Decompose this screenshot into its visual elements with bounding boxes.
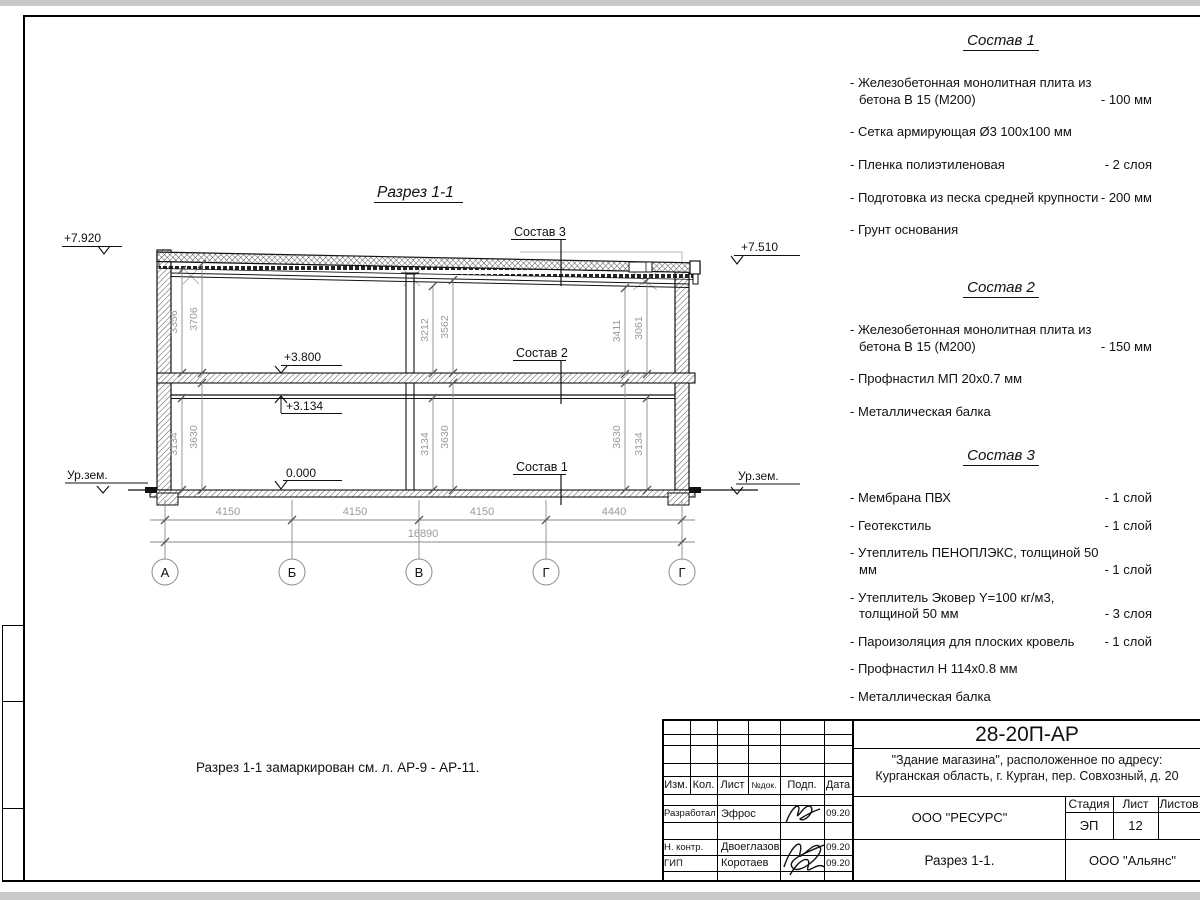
svg-text:Г: Г <box>542 565 550 580</box>
svg-text:3061: 3061 <box>633 316 645 340</box>
composition-item-name: - Пароизоляция для плоских кровель <box>850 633 1075 649</box>
svg-text:3411: 3411 <box>611 319 623 343</box>
name-developer: Эфрос <box>721 807 756 820</box>
drawing-title <box>374 184 463 203</box>
project-address-line1: "Здание магазина", расположенное по адресу: <box>891 753 1163 767</box>
elevation-zero: 0.000 <box>286 466 317 480</box>
bottom-dims <box>150 500 695 585</box>
floor-slab <box>157 373 695 399</box>
svg-text:16890: 16890 <box>407 528 439 540</box>
elevation-roof-right: +7.510 <box>741 240 779 254</box>
project-address-line2: Курганская область, г. Курган, пер. Совхозный, д. 20 <box>875 769 1179 783</box>
name-gip: Коротаев <box>721 857 769 869</box>
ground-level-left: Ур.зем. <box>67 468 108 482</box>
stage-label: Стадия <box>1068 797 1110 811</box>
composition-item-value: - 1 слой <box>1104 490 1152 505</box>
elevation-floor2: +3.800 <box>284 350 322 364</box>
svg-text:3706: 3706 <box>188 307 200 331</box>
composition-item-value: - 100 мм <box>1100 91 1152 107</box>
titleblock-drawing-name: Разрез 1-1. <box>924 853 995 868</box>
svg-text:3134: 3134 <box>419 432 431 456</box>
svg-text:3562: 3562 <box>439 315 451 339</box>
composition-item-value: - 1 слой <box>1104 517 1152 533</box>
roof <box>157 252 700 288</box>
composition-item-value: - 2 слоя <box>1104 156 1152 172</box>
sostav3-label: Состав 3 <box>514 225 566 239</box>
composition-item-name: - Железобетонная монолитная плита из бетона В 15 (М200) <box>850 75 1092 107</box>
svg-text:3630: 3630 <box>611 425 623 449</box>
composition-1-title: Состав 1 <box>963 32 1039 51</box>
date-developer: 09.20 <box>826 808 850 819</box>
sheet-label: Лист <box>1122 797 1149 811</box>
svg-text:4150: 4150 <box>215 506 241 518</box>
composition-item-name: - Профнастил Н 114х0.8 мм <box>850 661 1018 677</box>
sostav2-label: Состав 2 <box>516 346 568 360</box>
svg-text:4150: 4150 <box>342 506 368 518</box>
composition-item-name: - Железобетонная монолитная плита из бетона В 15 (М200) <box>850 322 1092 354</box>
ground-level-right: Ур.зем. <box>738 469 779 483</box>
axis-labels <box>161 565 686 580</box>
signature-strokes <box>780 797 830 882</box>
composition-item <box>850 590 1152 623</box>
composition-item-name: - Мембрана ПВХ <box>850 490 951 505</box>
svg-text:3356: 3356 <box>168 310 180 334</box>
org-developer: ООО "РЕСУРС" <box>911 810 1008 825</box>
name-ncontrol: Двоеглазов <box>721 841 780 853</box>
svg-text:3212: 3212 <box>419 318 431 342</box>
axis-circles <box>152 559 695 585</box>
composition-1 <box>850 32 1152 255</box>
role-gip: ГИП <box>664 857 683 869</box>
composition-item <box>850 322 1152 355</box>
role-ncontrol: Н. контр. <box>664 841 704 853</box>
composition-item-name: - Геотекстиль <box>850 517 932 533</box>
elevation-beam: +3.134 <box>286 399 324 413</box>
composition-3 <box>850 447 1152 717</box>
sheet-number: 12 <box>1128 818 1143 833</box>
svg-text:3630: 3630 <box>188 425 200 449</box>
composition-item-name: - Металлическая балка <box>850 403 991 419</box>
composition-item-name: - Утеплитель ПЕНОПЛЭКС, толщиной 50 мм <box>850 545 1099 577</box>
svg-text:В: В <box>414 565 424 580</box>
document-code: 28-20П-АР <box>975 722 1079 746</box>
svg-text:3630: 3630 <box>439 425 451 449</box>
composition-item <box>850 661 1152 678</box>
composition-item-name: - Сетка армирующая Ø3 100х100 мм <box>850 124 1072 140</box>
composition-item <box>850 634 1152 651</box>
composition-2-title: Состав 2 <box>963 279 1039 298</box>
col-izm: Изм. <box>664 779 688 791</box>
svg-text:4150: 4150 <box>469 506 495 518</box>
composition-item <box>850 124 1152 141</box>
composition-item <box>850 371 1152 388</box>
ground-slab <box>128 487 758 505</box>
composition-item <box>850 518 1152 535</box>
composition-item <box>850 75 1152 108</box>
drawing-note: Разрез 1-1 замаркирован см. л. АР-9 - АР-11. <box>196 760 480 775</box>
col-data: Дата <box>825 779 851 791</box>
composition-2 <box>850 279 1152 437</box>
composition-item-name: - Металлическая балка <box>850 689 991 704</box>
composition-item <box>850 222 1152 239</box>
composition-item-value: - 1 слой <box>1104 633 1152 649</box>
date-ncontrol: 09.20 <box>826 841 850 853</box>
composition-item <box>850 190 1152 207</box>
svg-text:3134: 3134 <box>168 432 180 456</box>
title-block <box>660 719 1200 882</box>
role-developer: Разработал <box>664 808 716 819</box>
composition-item <box>850 545 1152 578</box>
svg-text:4440: 4440 <box>601 506 627 518</box>
composition-item <box>850 404 1152 421</box>
col-kol: Кол. <box>692 779 715 791</box>
composition-item-name: - Пленка полиэтиленовая <box>850 156 1005 172</box>
stage-value: ЭП <box>1079 818 1099 833</box>
composition-item <box>850 157 1152 174</box>
composition-item-name: - Грунт основания <box>850 222 959 238</box>
org-contractor: ООО "Альянс" <box>1089 853 1176 868</box>
svg-text:Г: Г <box>678 565 686 580</box>
composition-item-value: - 150 мм <box>1100 338 1152 354</box>
sostav1-label: Состав 1 <box>516 460 568 474</box>
composition-item <box>850 490 1152 507</box>
elevation-roof-left: +7.920 <box>64 231 102 245</box>
col-podp: Подп. <box>787 779 817 791</box>
composition-item-name: - Утеплитель Эковер Y=100 кг/м3, толщиной 50 мм <box>850 589 1055 622</box>
col-ndok: №док. <box>751 780 777 790</box>
col-list: Лист <box>720 779 745 791</box>
composition-3-title: Состав 3 <box>963 447 1039 466</box>
date-gip: 09.20 <box>826 857 850 869</box>
composition-item-value: - 200 мм <box>1100 189 1152 205</box>
composition-item <box>850 689 1152 706</box>
composition-item-name: - Подготовка из песка средней крупности <box>850 189 1099 205</box>
svg-text:Б: Б <box>287 565 297 580</box>
composition-item-value: - 3 слоя <box>1104 606 1152 622</box>
svg-text:3134: 3134 <box>633 432 645 456</box>
composition-item-value: - 1 слой <box>1104 561 1152 577</box>
composition-item-name: - Профнастил МП 20х0.7 мм <box>850 371 1023 387</box>
svg-text:Разрез 1-1: Разрез 1-1 <box>377 184 454 201</box>
sheets-label: Листов <box>1159 797 1199 811</box>
svg-text:А: А <box>160 565 170 580</box>
